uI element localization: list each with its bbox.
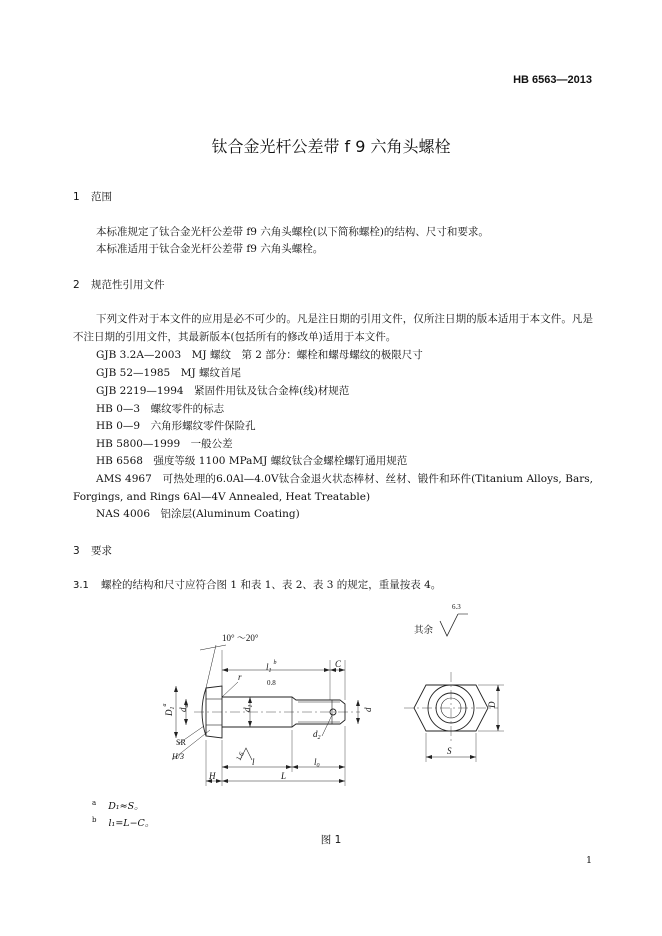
l0-label: $l_0$ (314, 757, 320, 769)
page-title: 钛合金光杆公差带 f 9 六角头螺栓 (211, 137, 451, 156)
L-label: L (281, 771, 287, 781)
section-3-heading: 3 要求 (73, 545, 112, 557)
da-label: $d_a$ (178, 704, 190, 712)
D-label: D (487, 701, 497, 708)
section-1-heading: 1 范围 (73, 191, 112, 203)
reference-item: GJB 3.2A—2003 MJ 螺纹 第 2 部分：螺栓和螺母螺纹的极限尺寸 (96, 349, 423, 361)
d1-label: $d_1$ (242, 704, 254, 712)
l1-label: $l_1^b$ (266, 660, 277, 674)
section-2-intro: 下列文件对于本文件的应用是必不可少的。凡是注日期的引用文件，仅所注日期的版本适用于本文件。凡是不注日期的引用文件，其最新版本(包括所有的修改单)适用于本文件。 (73, 313, 593, 343)
sr-label: SR (176, 738, 186, 747)
h3-label: H/3 (172, 752, 184, 761)
figure-caption: 图 1 (320, 834, 342, 846)
reference-item: NAS 4006 铝涂层(Aluminum Coating) (96, 508, 300, 520)
reference-item: AMS 4967 可热处理的6.0Al—4.0V钛合金退火状态棒材、丝材、锻件和环件(Titanium Alloys, Bars, Forgings, and Rings 6Al—4V Annealed, Heat Treatable) (73, 473, 593, 503)
angle-label: 10° ～20° (222, 633, 259, 643)
section-1-para-1: 本标准规定了钛合金光杆公差带 f9 六角头螺栓(以下简称螺栓)的结构、尺寸和要求。 (96, 226, 489, 238)
d2-label: $d_2$ (313, 729, 321, 741)
standard-number: HB 6563—2013 (513, 74, 592, 86)
roughness-label: 其余 (414, 626, 434, 636)
l-label: l (252, 757, 255, 767)
section-2-heading: 2 规范性引用文件 (73, 279, 165, 291)
reference-item: HB 5800—1999 一般公差 (96, 438, 233, 450)
reference-item: HB 6568 强度等级 1100 MPaMJ 螺纹钛合金螺栓螺钉通用规范 (96, 455, 408, 467)
reference-item: GJB 52—1985 MJ 螺纹首尾 (96, 367, 242, 379)
D1-label: $D_1^a$ (162, 703, 176, 716)
r-label: r (238, 672, 242, 682)
fillet-roughness: 0.8 (267, 679, 276, 687)
page-number: 1 (585, 855, 592, 866)
reference-item: HB 0—3 螺纹零件的标志 (96, 403, 225, 415)
footnote-b: $^b$ l₁=L−C。 (92, 815, 155, 829)
reference-item: GJB 2219—1994 紧固件用钛及钛合金棒(线)材规范 (96, 385, 350, 397)
d-label: d (363, 707, 373, 712)
shank-roughness: 1.6 (234, 750, 246, 762)
c-label: C (335, 659, 342, 669)
H-label: H (209, 771, 216, 781)
reference-item: HB 0—9 六角形螺纹零件保险孔 (96, 420, 256, 432)
roughness-value: 6.3 (452, 603, 461, 611)
clause-3-1: 3.1 螺栓的结构和尺寸应符合图 1 和表 1、表 2、表 3 的规定，重量按表 4。 (73, 579, 442, 591)
section-1-para-2: 本标准适用于钛合金光杆公差带 f9 六角头螺栓。 (96, 243, 324, 255)
footnote-a: $^a$ D₁≈S。 (92, 798, 144, 812)
S-label: S (447, 746, 452, 756)
